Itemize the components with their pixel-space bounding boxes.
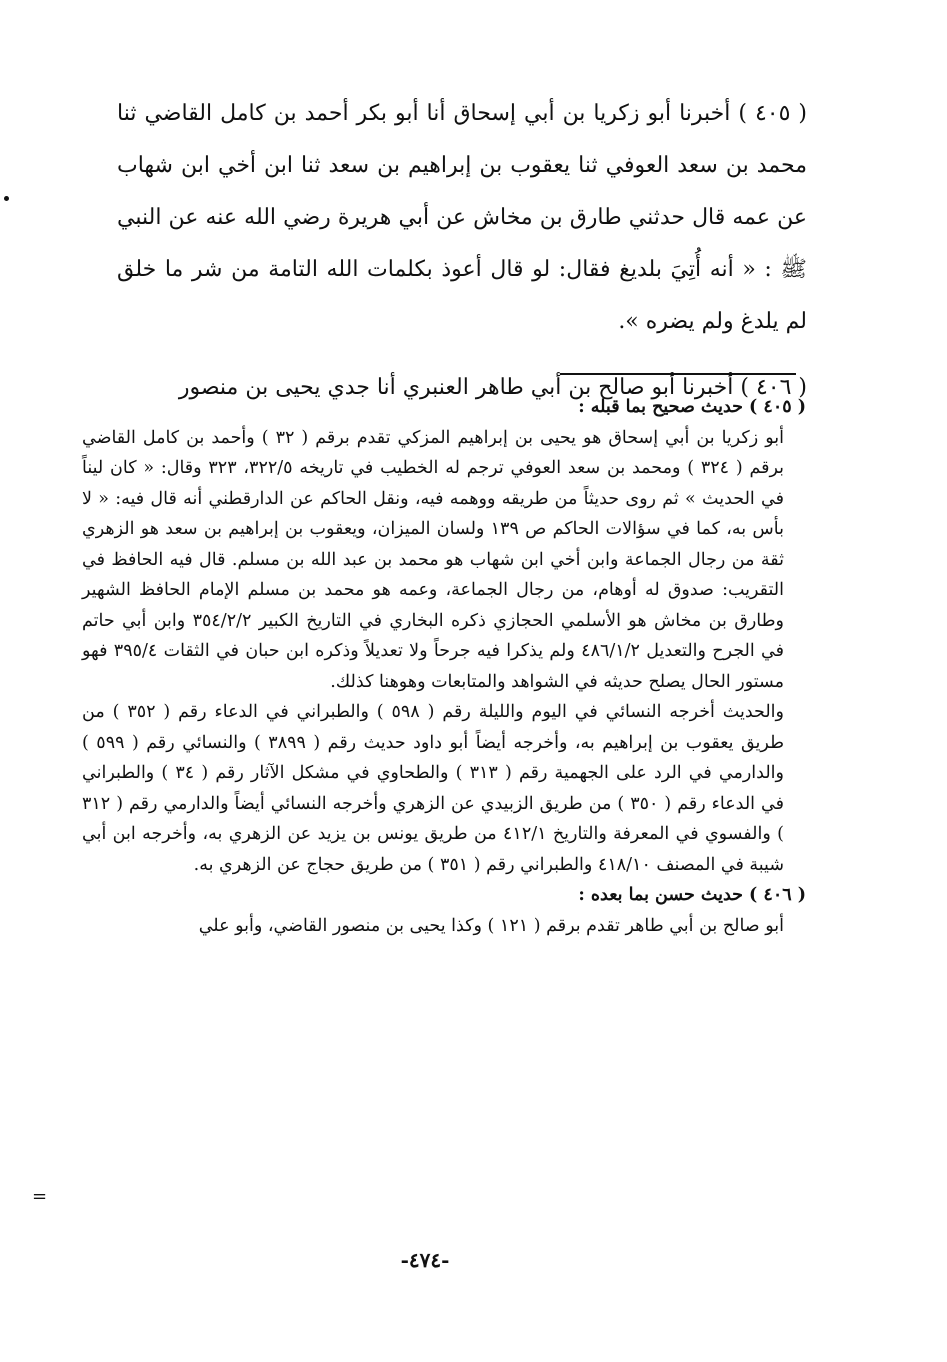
note-405-paragraph-1: أبو زكريا بن أبي إسحاق هو يحيى بن إبراهيم المزكي تقدم برقم ( ٣٢ ) وأحمد بن كامل القاضي برقم ( ٣٢٤ ) ومحمد بن سعد العوفي ترجم له الخطيب في تاريخه ٣٢٢/٥، ٣٢٣ وقال: « كان ليناً في الحديث » ثم روى حديثاً من طريقه ووهمه فيه، ونقل الحاكم عن الدارقطني أنه قال فيه: « لا بأس به، كما في سؤالات الحاكم ص ١٣٩ ولسان الميزان، ويعقوب بن إبراهيم بن سعد هو الزهري ثقة من رجال الجماعة وابن أخي ابن شهاب هو محمد بن عبد الله بن مسلم. قال فيه الحافظ في التقريب: صدوق له أوهام، من رجال الجماعة، وعمه هو محمد بن مسلم الإمام الحافظ الشهير وطارق بن مخاش هو الأسلمي الحجازي ذكره البخاري في التاريخ الكبير ٣٥٤/٢/٢ وابن أبي حاتم في الجرح والتعديل ٤٨٦/١/٢ ولم يذكرا فيه جرحاً ولا تعديلاً وذكره ابن حبان في الثقات ٣٩٥/٤ فهو مستور الحال يصلح حديثه في الشواهد والمتابعات وهوهنا كذلك.	[82, 427, 784, 692]
margin-dot	[4, 196, 9, 201]
note-405-heading: ( ٤٠٥ ) حديث صحيح بما قبله :	[578, 397, 806, 417]
main-text	[117, 88, 807, 428]
note-405	[82, 392, 806, 880]
note-405-paragraph-2: والحديث أخرجه النسائي في اليوم والليلة رقم ( ٥٩٨ ) والطبراني في الدعاء رقم ( ٣٥٢ ) من طريق يعقوب بن إبراهيم به، وأخرجه أيضاً أبو داود حديث رقم ( ٣٨٩٩ ) والنسائي رقم ( ٥٩٩ ) والدارمي في الرد على الجهمية رقم ( ٣١٣ ) والطحاوي في مشكل الآثار رقم ( ٣٤ ) والطبراني في الدعاء رقم ( ٣٥٠ ) من طريق الزبيدي عن الزهري وأخرجه النسائي أيضاً والدارمي رقم ( ٣١٢ ) والفسوي في المعرفة والتاريخ ٤١٢/١ من طريق يونس بن يزيد عن الزهري به، وأخرجه ابن أبي شيبة في المصنف ٤١٨/١٠ والطبراني رقم ( ٣٥١ ) من طريق حجاج عن الزهري به.	[82, 702, 785, 875]
note-406-paragraph-1: أبو صالح بن أبي طاهر تقدم برقم ( ١٢١ ) وكذا يحيى بن منصور القاضي، وأبو علي	[198, 915, 784, 936]
footnotes	[82, 392, 806, 941]
footnote-divider	[560, 373, 796, 375]
note-406-body	[82, 911, 802, 942]
note-405-body	[82, 423, 802, 881]
note-406-heading: ( ٤٠٦ ) حديث حسن بما بعده :	[578, 885, 806, 905]
hadith-406: ( ٤٠٦ ) أخبرنا أبو صالح بن أبي طاهر العنبري أنا جدي يحيى بن منصور	[178, 375, 807, 400]
continuation-mark: =	[32, 1186, 48, 1207]
hadith-405: ( ٤٠٥ ) أخبرنا أبو زكريا بن أبي إسحاق أنا أبو بكر أحمد بن كامل القاضي ثنا محمد بن سعد العوفي ثنا يعقوب بن إبراهيم بن سعد ثنا ابن أخي ابن شهاب عن عمه قال حدثني طارق بن مخاش عن أبي هريرة رضي الله عنه عن النبي ﷺ : « أنه أُتِيَ بلديغ فقال: لو قال أعوذ بكلمات الله التامة من شر ما خلق لم يلدغ ولم يضره ».	[117, 101, 807, 334]
note-406	[82, 880, 806, 941]
page-number: -٤٧٤-	[400, 1248, 450, 1272]
